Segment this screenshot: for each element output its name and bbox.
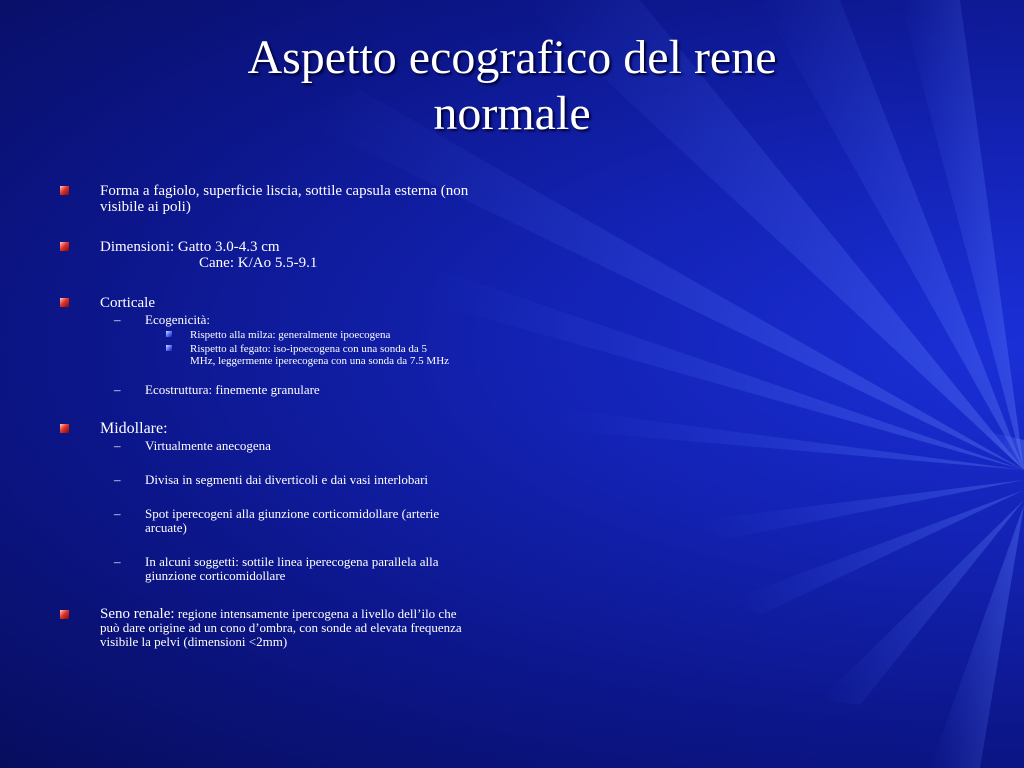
corticale-text: Corticale xyxy=(100,295,155,311)
subsub-milza xyxy=(60,329,490,341)
bullet-square-icon xyxy=(60,186,69,195)
title-line-2: normale xyxy=(433,87,591,140)
soggetti-text: In alcuni soggetti: sottile linea iperecogena parallela alla giunzione corticomidollare xyxy=(145,554,439,583)
sub-spot xyxy=(60,507,490,535)
dimensioni-line-2: Cane: K/Ao 5.5-9.1 xyxy=(199,255,318,271)
sub-segmenti xyxy=(60,473,490,487)
seno-label: Seno renale: xyxy=(100,606,175,622)
ecogenicita-text: Ecogenicità: xyxy=(145,312,210,327)
sub-ecostruttura xyxy=(60,383,490,397)
sub-ecogenicita xyxy=(60,313,490,327)
bullet-corticale xyxy=(60,295,490,311)
bullet-seno-renale xyxy=(60,607,490,649)
dash-marker: – xyxy=(114,438,121,453)
sub-soggetti xyxy=(60,555,490,583)
dash-marker: – xyxy=(114,554,121,569)
bullet-square-icon xyxy=(60,242,69,251)
midollare-text: Midollare: xyxy=(100,420,168,437)
anecogena-text: Virtualmente anecogena xyxy=(145,438,271,453)
forma-text: Forma a fagiolo, superficie liscia, sottile capsula esterna (non visibile ai poli) xyxy=(100,183,469,215)
bullet-square-icon xyxy=(60,298,69,307)
dash-marker: – xyxy=(114,382,121,397)
slide-title xyxy=(0,30,1024,142)
slide-content xyxy=(60,183,490,649)
seno-text: regione intensamente ipercogena a livello dell’ilo che può dare origine ad un cono d’ombra, con sonde ad elevata frequenza visibile la pelvi (dimensioni <2mm) xyxy=(100,606,462,649)
dimensioni-line-1: Dimensioni: Gatto 3.0-4.3 cm xyxy=(100,239,280,255)
segmenti-text: Divisa in segmenti dai diverticoli e dai vasi interlobari xyxy=(145,472,429,487)
bullet-square-small-icon xyxy=(166,331,172,337)
dash-marker: – xyxy=(114,312,121,327)
sub-anecogena xyxy=(60,439,490,453)
ecostruttura-text: Ecostruttura: finemente granulare xyxy=(145,382,320,397)
bullet-square-small-icon xyxy=(166,345,172,351)
subsub-fegato xyxy=(60,343,490,367)
bullet-square-icon xyxy=(60,424,69,433)
fegato-text: Rispetto al fegato: iso-ipoecogena con una sonda da 5 MHz, leggermente iperecogena con una sonda da 7.5 MHz xyxy=(190,343,450,367)
bullet-forma xyxy=(60,183,490,215)
bullet-square-icon xyxy=(60,610,69,619)
bullet-midollare xyxy=(60,421,490,437)
milza-text: Rispetto alla milza: generalmente ipoecogena xyxy=(190,329,391,341)
dash-marker: – xyxy=(114,472,121,487)
bullet-dimensioni xyxy=(60,239,490,271)
spot-text: Spot iperecogeni alla giunzione corticomidollare (arterie arcuate) xyxy=(145,506,440,535)
dash-marker: – xyxy=(114,506,121,521)
title-line-1: Aspetto ecografico del rene xyxy=(247,31,777,84)
